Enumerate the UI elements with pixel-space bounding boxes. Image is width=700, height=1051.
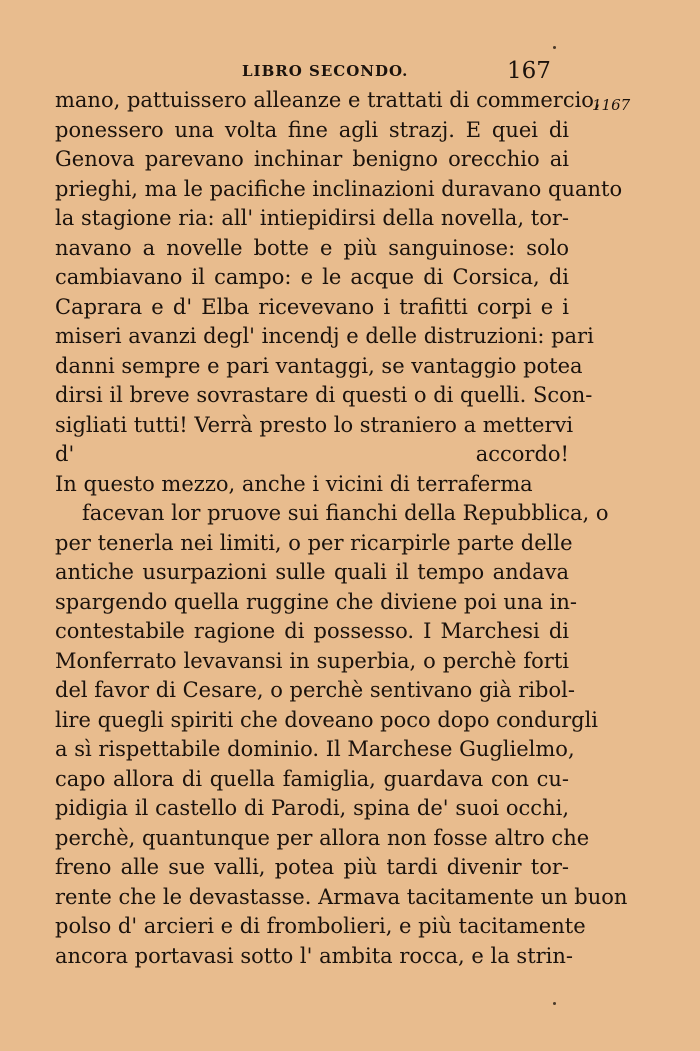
text-line: spargendo quella ruggine che diviene poi una in- [55,589,577,614]
text-line: prieghi, ma le pacifiche inclinazioni duravano quanto [55,176,623,201]
text-line: facevan lor pruove sui fianchi della Repubblica, o [82,501,609,525]
text-line: Monferrato levavansi in superbia, o perchè forti [55,648,569,673]
text-line: del favor di Cesare, o perchè sentivano già ribol- [55,678,575,702]
text-line: cambiavano il campo: e le acque di Corsica, di [55,265,569,289]
text-line: pidigia il castello di Parodi, spina de' suoi occhi, [55,796,569,820]
text-line: contestabile ragione di possesso. I Marchesi di [55,619,569,643]
text-line: freno alle sue valli, potea più tardi divenir tor- [55,855,569,879]
text-line: antiche usurpazioni sulle quali il tempo andava [55,560,569,584]
text-line: lire quegli spiriti che doveano poco dopo condurgli [55,707,598,732]
margin-year: 1167 [592,96,631,114]
text-line: mano, pattuissero alleanze e trattati di commercio, [55,88,601,112]
text-line: In questo mezzo, anche i vicini di terraferma [55,471,533,496]
text-line: rente che le devastasse. Armava tacitamente un buon [55,884,628,909]
text-line: capo allora di quella famiglia, guardava con cu- [55,766,569,791]
text-line: navano a novelle botte e più sanguinose: solo [55,235,569,260]
print-speck [553,46,556,49]
print-speck [553,1002,556,1005]
text-line: Caprara e d' Elba ricevevano i trafitti corpi e i [55,294,569,319]
text-line: ponessero una volta fine agli strazj. E quei di [55,117,569,142]
running-head: LIBRO SECONDO. [242,62,409,80]
text-line: miseri avanzi degl' incendj e delle distruzioni: pari [55,324,594,348]
text-line: a sì rispettabile dominio. Il Marchese Guglielmo, [55,737,575,761]
text-line: per tenerla nei limiti, o per ricarpirle parte delle [55,530,573,555]
text-line: perchè, quantunque per allora non fosse altro che [55,825,590,850]
page-number: 167 [507,58,551,84]
text-line [55,971,569,1001]
text-line: d' accordo! [55,442,569,466]
text-line: danni sempre e pari vantaggi, se vantaggio potea [55,353,583,378]
text-line: la stagione ria: all' intiepidirsi della novella, tor- [55,206,569,230]
text-line: dirsi il breve sovrastare di questi o di quelli. Scon- [55,383,593,407]
text-line: Genova parevano inchinar benigno orecchio ai [55,147,569,171]
text-line: ancora portavasi sotto l' ambita rocca, e la strin- [55,943,574,968]
text-line: polso d' arcieri e di frombolieri, e più tacitamente [55,914,586,938]
text-line: sigliati tutti! Verrà presto lo straniero a mettervi [55,412,574,437]
